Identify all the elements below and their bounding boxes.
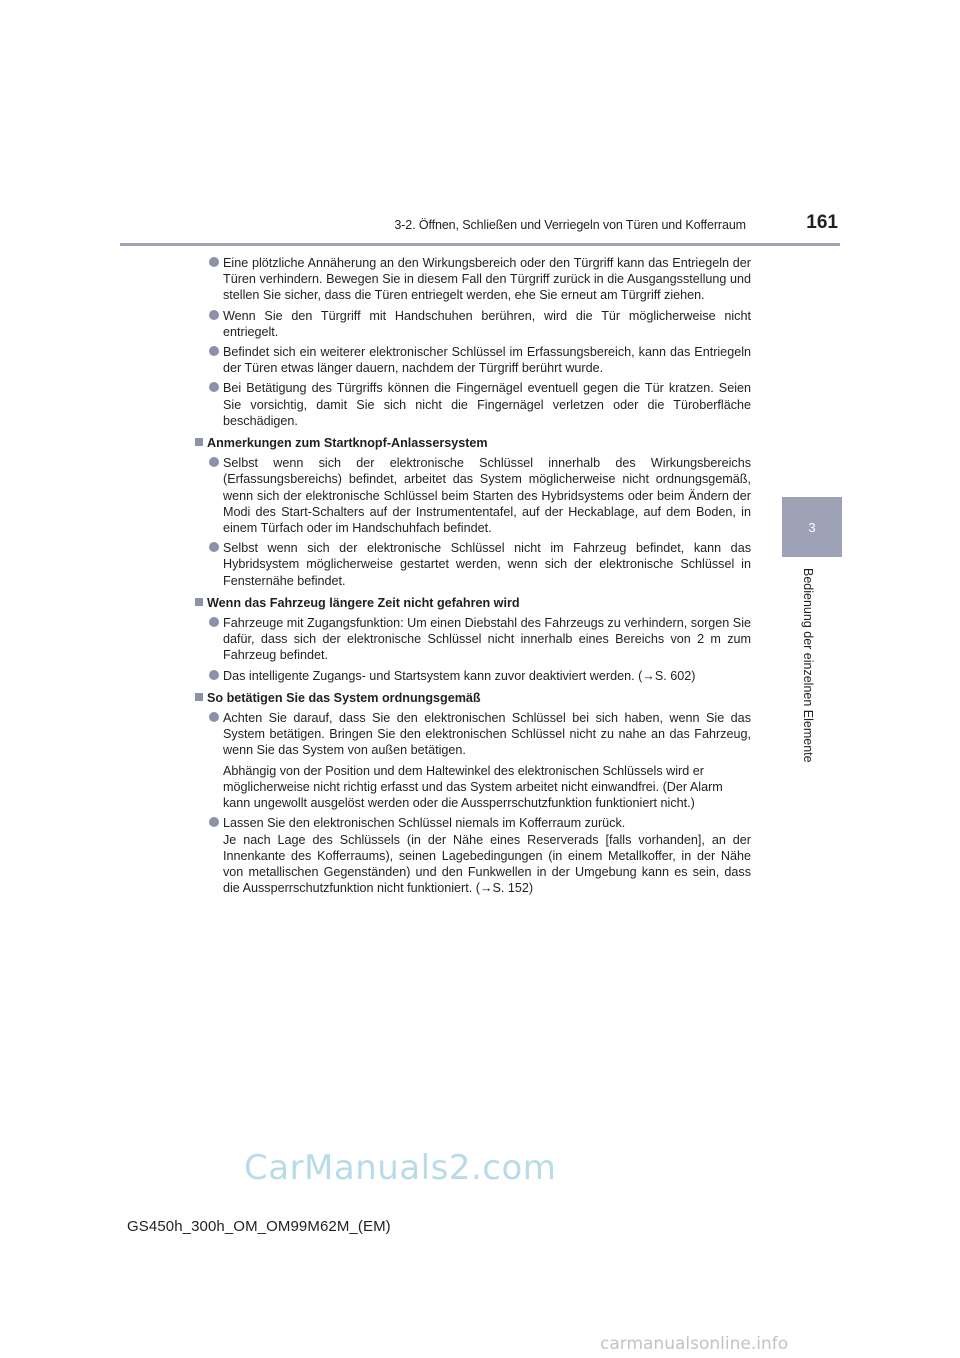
bullet-icon [209, 310, 219, 320]
chapter-tab [782, 497, 842, 557]
bullet-icon [209, 617, 219, 627]
bullet-icon [209, 712, 219, 722]
list-item: Selbst wenn sich der elektronische Schlüssel nicht im Fahrzeug befindet, kann das Hybridsystem möglicherweise gestartet werden, wenn sich der elektronische Schlüssel in Fensternähe befindet. [209, 540, 751, 589]
section-heading: So betätigen Sie das System ordnungsgemäß [195, 690, 751, 706]
list-item: Selbst wenn sich der elektronische Schlüssel innerhalb des Wirkungsbereichs (Erfassungsbereichs) befindet, arbeitet das System möglicherweise nicht ordnungsgemäß, wenn sich der elektronische Schlüssel beim Starten des Hybridsystems oder beim Ändern der Modi des Start-Schalters auf der Instrumententafel, auf der Heckablage, auf dem Boden, in einem Türfach oder im Handschuhfach befindet. [209, 455, 751, 536]
bullet-icon [209, 670, 219, 680]
paragraph: Abhängig von der Position und dem Haltewinkel des elektronischen Schlüssels wird er möglicherweise nicht richtig erfasst und das System arbeitet nicht einwandfrei. (Der Alarm kann ungewollt ausgelöst werden oder die Aussperrschutzfunktion funktioniert nicht.) [223, 763, 723, 811]
section-heading: Wenn das Fahrzeug längere Zeit nicht gefahren wird [195, 595, 751, 611]
square-bullet-icon [195, 438, 203, 446]
list-item: Lassen Sie den elektronischen Schlüssel niemals im Kofferraum zurück. Je nach Lage des Schlüssels (in der Nähe eines Reserverads [falls vorhanden], an der Innenkante des Kofferraums), seinen Lagebedingungen (in einem Metallkoffer, in der Nähe von metallischen Gegenständen) und den Funkwellen in der Umgebung kann es sein, dass die Aussperrschutzfunktion nicht funktioniert. (→S. 152) [209, 815, 751, 896]
list-item: Wenn Sie den Türgriff mit Handschuhen berühren, wird die Tür möglicherweise nicht entriegelt. [209, 308, 751, 340]
chapter-number: 3 [808, 519, 816, 535]
page-header [120, 212, 838, 242]
section-heading: Anmerkungen zum Startknopf-Anlassersystem [195, 435, 751, 451]
chapter-label: Bedienung der einzelnen Elemente [801, 568, 815, 763]
page-number: 161 [806, 212, 838, 233]
list-item: Eine plötzliche Annäherung an den Wirkungsbereich oder den Türgriff kann das Entriegeln der Türen verhindern. Bewegen Sie in diesem Fall den Türgriff zurück in die Ausgangsstellung und stellen Sie sicher, dass die Türen entriegelt werden, ehe Sie erneut am Türgriff ziehen. [209, 255, 751, 304]
bullet-icon [209, 346, 219, 356]
page-content [209, 255, 751, 900]
document-code: GS450h_300h_OM_OM99M62M_(EM) [127, 1218, 391, 1235]
square-bullet-icon [195, 693, 203, 701]
list-item: Befindet sich ein weiterer elektronischer Schlüssel im Erfassungsbereich, kann das Entriegeln der Türen etwas länger dauern, nachdem der Türgriff berührt wurde. [209, 344, 751, 376]
header-rule [120, 243, 840, 246]
list-item: Achten Sie darauf, dass Sie den elektronischen Schlüssel bei sich haben, wenn Sie das System betätigen. Bringen Sie den elektronischen Schlüssel nicht zu nahe an das Fahrzeug, wenn Sie das System von außen betätigen. [209, 710, 751, 759]
bullet-icon [209, 542, 219, 552]
square-bullet-icon [195, 598, 203, 606]
bullet-icon [209, 817, 219, 827]
bullet-icon [209, 257, 219, 267]
list-item: Das intelligente Zugangs- und Startsystem kann zuvor deaktiviert werden. (→S. 602) [209, 668, 751, 684]
list-item: Bei Betätigung des Türgriffs können die Fingernägel eventuell gegen die Tür kratzen. Seien Sie vorsichtig, damit Sie sich nicht die Fingernägel verletzen oder die Türoberfläche beschädigen. [209, 380, 751, 429]
bullet-icon [209, 382, 219, 392]
bullet-icon [209, 457, 219, 467]
section-title: 3-2. Öffnen, Schließen und Verriegeln von Türen und Kofferraum [394, 218, 746, 232]
list-item: Fahrzeuge mit Zugangsfunktion: Um einen Diebstahl des Fahrzeugs zu verhindern, sorgen Sie dafür, dass sich der elektronische Schlüssel nicht innerhalb eines Bereichs von 2 m zum Fahrzeug befindet. [209, 615, 751, 664]
watermark-footer: carmanualsonline.info [600, 1334, 789, 1354]
watermark-logo: CarManuals2.com [244, 1148, 557, 1188]
